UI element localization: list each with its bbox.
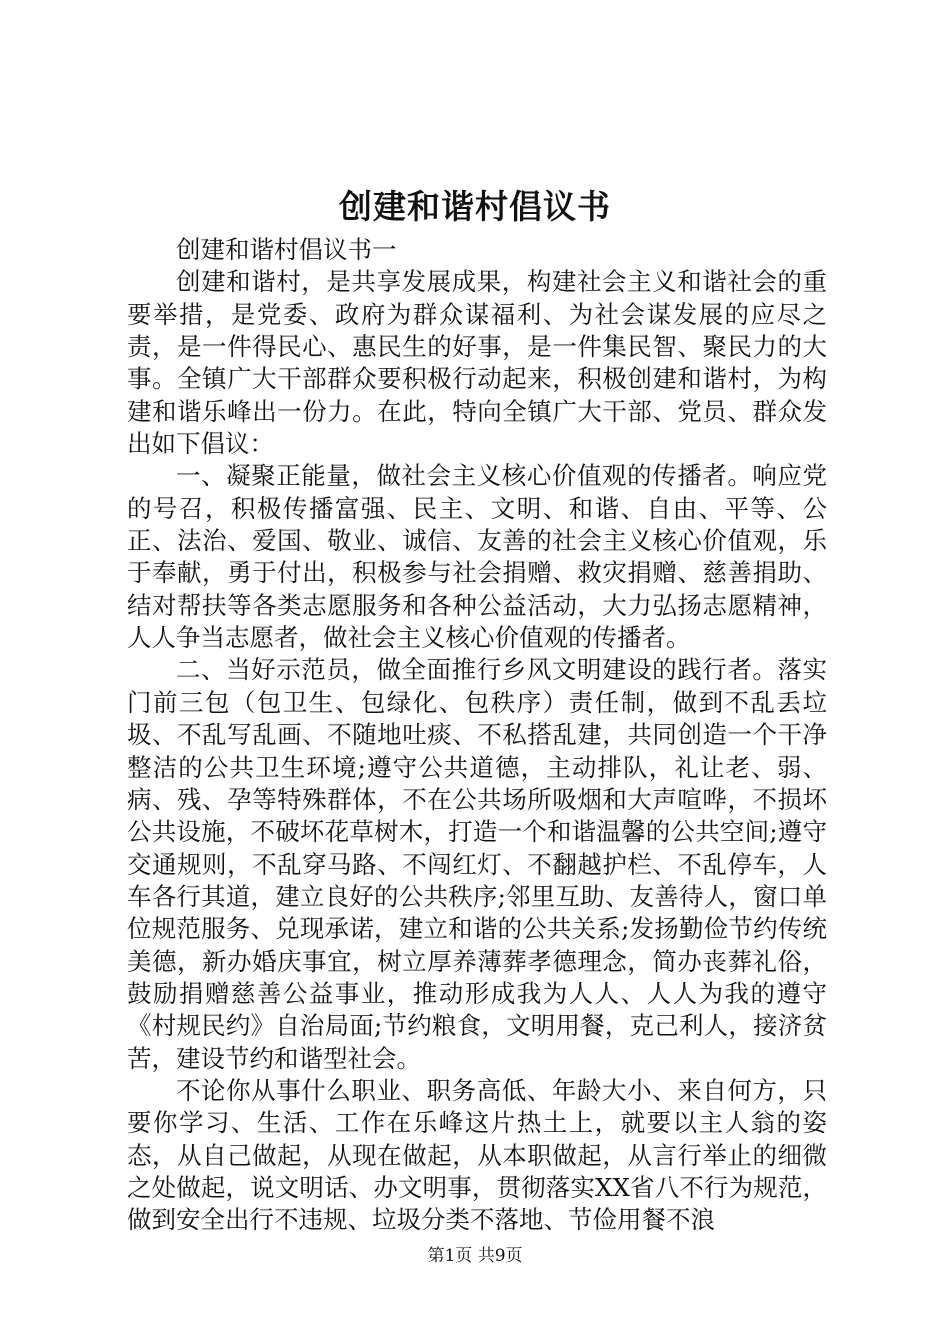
- body-paragraph-two: 二、当好示范员，做全面推行乡风文明建设的践行者。落实门前三包（包卫生、包绿化、包秩序）责任制，做到不乱丢垃圾、不乱写乱画、不随地吐痰、不私搭乱建，共同创造一个干净整洁的公共卫生环境;遵守公共道德，主动排队，礼让老、弱、病、残、孕等特殊群体，不在公共场所吸烟和大声喧哗，不损坏公共设施，不破坏花草树木，打造一个和谐温馨的公共空间;遵守交通规则，不乱穿马路、不闯红灯、不翻越护栏、不乱停车，人车各行其道，建立良好的公共秩序;邻里互助、友善待人，窗口单位规范服务、兑现承诺，建立和谐的公共关系;发扬勤俭节约传统美德，新办婚庆事宜，树立厚养薄葬孝德理念，简办丧葬礼俗，鼓励捐赠慈善公益事业，推动形成我为人人、人人为我的遵守《村规民约》自治局面;节约粮食，文明用餐，克己利人，接济贫苦，建设节约和谐型社会。: [127, 655, 827, 1073]
- subtitle-paragraph: 创建和谐村倡议书一: [176, 235, 397, 264]
- document-title: 创建和谐村倡议书: [339, 187, 611, 226]
- body-paragraph-closing: 不论你从事什么职业、职务高低、年龄大小、来自何方，只要你学习、生活、工作在乐峰这片热土上，就要以主人翁的姿态，从自己做起，从现在做起，从本职做起，从言行举止的细微之处做起，说文明话、办文明事，贯彻落实XX省八不行为规范，做到安全出行不违规、垃圾分类不落地、节俭用餐不浪: [127, 1075, 827, 1235]
- body-paragraph-one: 一、凝聚正能量，做社会主义核心价值观的传播者。响应党的号召，积极传播富强、民主、文明、和谐、自由、平等、公正、法治、爱国、敬业、诚信、友善的社会主义核心价值观，乐于奉献，勇于付出，积极参与社会捐赠、救灾捐赠、慈善捐助、结对帮扶等各类志愿服务和各种公益活动，大力弘扬志愿精神，人人争当志愿者，做社会主义核心价值观的传播者。: [127, 461, 827, 653]
- page-number-footer: 第1页 共9页: [427, 1246, 523, 1266]
- document-body: [127, 234, 827, 1237]
- body-paragraph-intro: 创建和谐村，是共享发展成果，构建社会主义和谐社会的重要举措，是党委、政府为群众谋福利、为社会谋发展的应尽之责，是一件得民心、惠民生的好事，是一件集民智、聚民力的大事。全镇广大干部群众要积极行动起来，积极创建和谐村，为构建和谐乐峰出一份力。在此，特向全镇广大干部、党员、群众发出如下倡议：: [127, 267, 827, 459]
